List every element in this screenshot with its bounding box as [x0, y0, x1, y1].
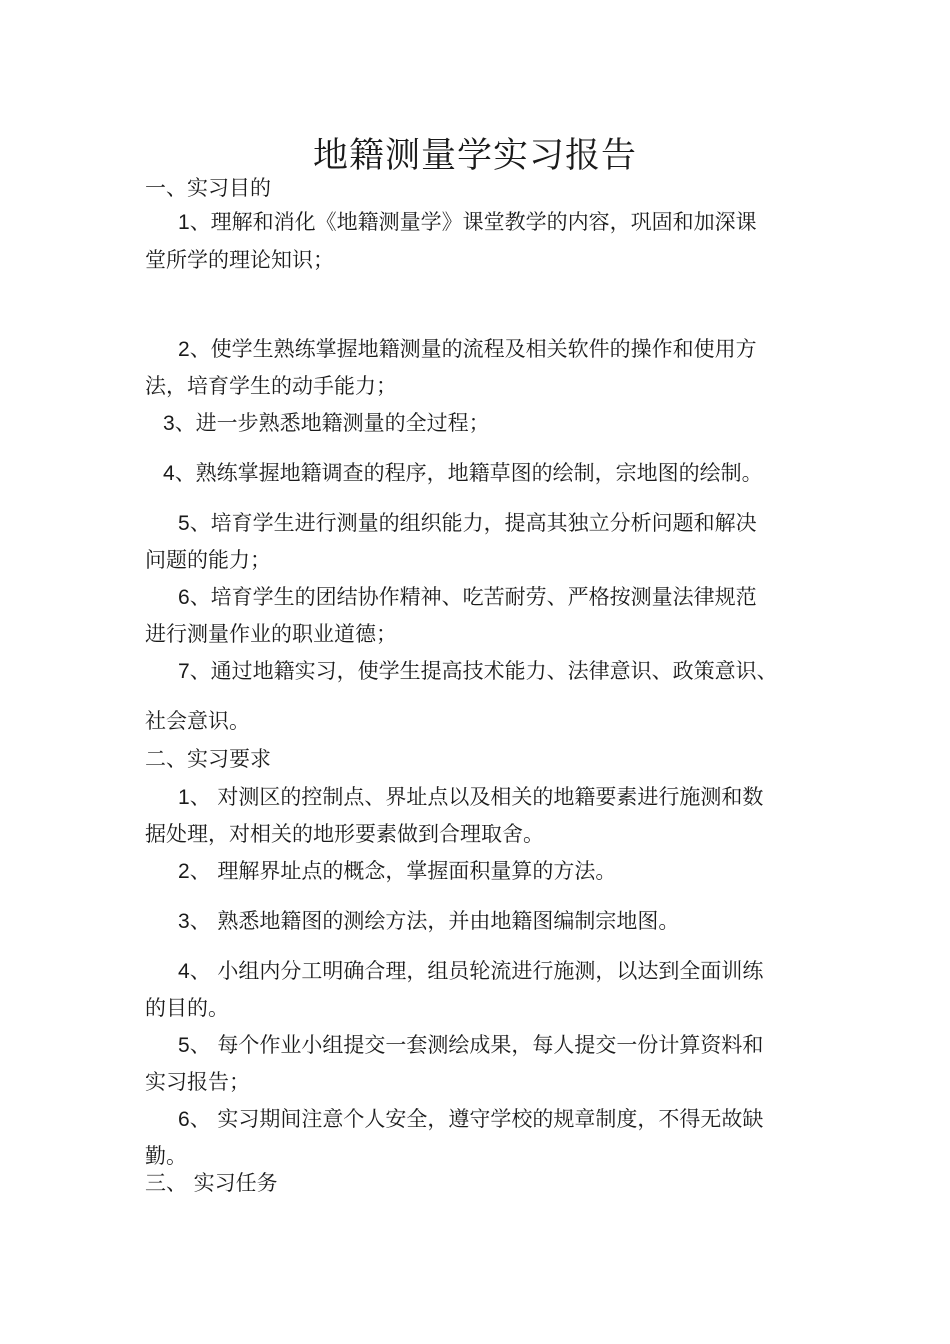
- list-item-line: [178, 509, 757, 538]
- item-number: 3: [178, 910, 190, 933]
- list-item-line: 据处理，对相关的地形要素做到合理取舍。: [145, 822, 544, 846]
- item-number: 2: [178, 860, 190, 883]
- list-item-line: [178, 907, 679, 936]
- list-item-line: 问题的能力；: [145, 548, 271, 572]
- item-text: 、 每个作业小组提交一套测绘成果，每人提交一份计算资料和: [189, 1033, 764, 1057]
- item-text: 、 对测区的控制点、界址点以及相关的地籍要素进行施测和数: [189, 785, 764, 809]
- list-item-line: [163, 459, 763, 488]
- item-number: 5: [178, 1034, 190, 1057]
- list-item-line: [178, 857, 616, 886]
- section-heading: 二、实习要求: [145, 747, 271, 771]
- item-number: 6: [178, 1108, 190, 1131]
- item-number: 4: [163, 462, 175, 485]
- list-item-line: 的目的。: [145, 996, 229, 1020]
- item-text: 、通过地籍实习，使学生提高技术能力、法律意识、政策意识、: [189, 659, 778, 683]
- list-item-line: 法，培育学生的动手能力；: [145, 374, 397, 398]
- list-item-line: [178, 1105, 763, 1134]
- list-item-line: [178, 783, 763, 812]
- list-item-line: [178, 957, 763, 986]
- list-item-line: 实习报告；: [145, 1070, 250, 1094]
- item-text: 、 实习期间注意个人安全，遵守学校的规章制度，不得无故缺: [189, 1107, 764, 1131]
- item-text: 、理解和消化《地籍测量学》课堂教学的内容，巩固和加深课: [189, 210, 757, 234]
- item-text: 、 理解界址点的概念，掌握面积量算的方法。: [189, 859, 617, 883]
- list-item-line: [178, 208, 757, 237]
- item-text: 、培育学生的团结协作精神、吃苦耐劳、严格按测量法律规范: [189, 585, 757, 609]
- item-number: 6: [178, 586, 190, 609]
- item-number: 4: [178, 960, 190, 983]
- item-text: 、 熟悉地籍图的测绘方法，并由地籍图编制宗地图。: [189, 909, 680, 933]
- item-text: 、培育学生进行测量的组织能力，提高其独立分析问题和解决: [189, 511, 757, 535]
- list-item-line: [163, 409, 490, 438]
- item-text: 、熟练掌握地籍调查的程序，地籍草图的绘制，宗地图的绘制。: [174, 461, 763, 485]
- item-number: 1: [178, 786, 190, 809]
- section-heading: 一、实习目的: [145, 176, 271, 200]
- item-text: 、进一步熟悉地籍测量的全过程；: [174, 411, 490, 435]
- document-title: 地籍测量学实习报告: [312, 136, 637, 176]
- list-item-line: 堂所学的理论知识；: [145, 248, 334, 272]
- item-number: 3: [163, 412, 175, 435]
- item-number: 7: [178, 660, 190, 683]
- item-number: 2: [178, 338, 190, 361]
- list-item-line: [178, 657, 778, 686]
- item-text: 、使学生熟练掌握地籍测量的流程及相关软件的操作和使用方: [189, 337, 757, 361]
- item-number: 1: [178, 211, 190, 234]
- list-item-line: [178, 1031, 763, 1060]
- item-text: 、 小组内分工明确合理，组员轮流进行施测，以达到全面训练: [189, 959, 764, 983]
- section-heading: 三、 实习任务: [145, 1171, 278, 1195]
- list-item-line: 进行测量作业的职业道德；: [145, 622, 397, 646]
- list-item-line: [178, 335, 757, 364]
- item-number: 5: [178, 512, 190, 535]
- list-item-line: 勤。: [145, 1144, 187, 1168]
- list-item-line: [178, 583, 757, 612]
- list-item-line: 社会意识。: [145, 709, 250, 733]
